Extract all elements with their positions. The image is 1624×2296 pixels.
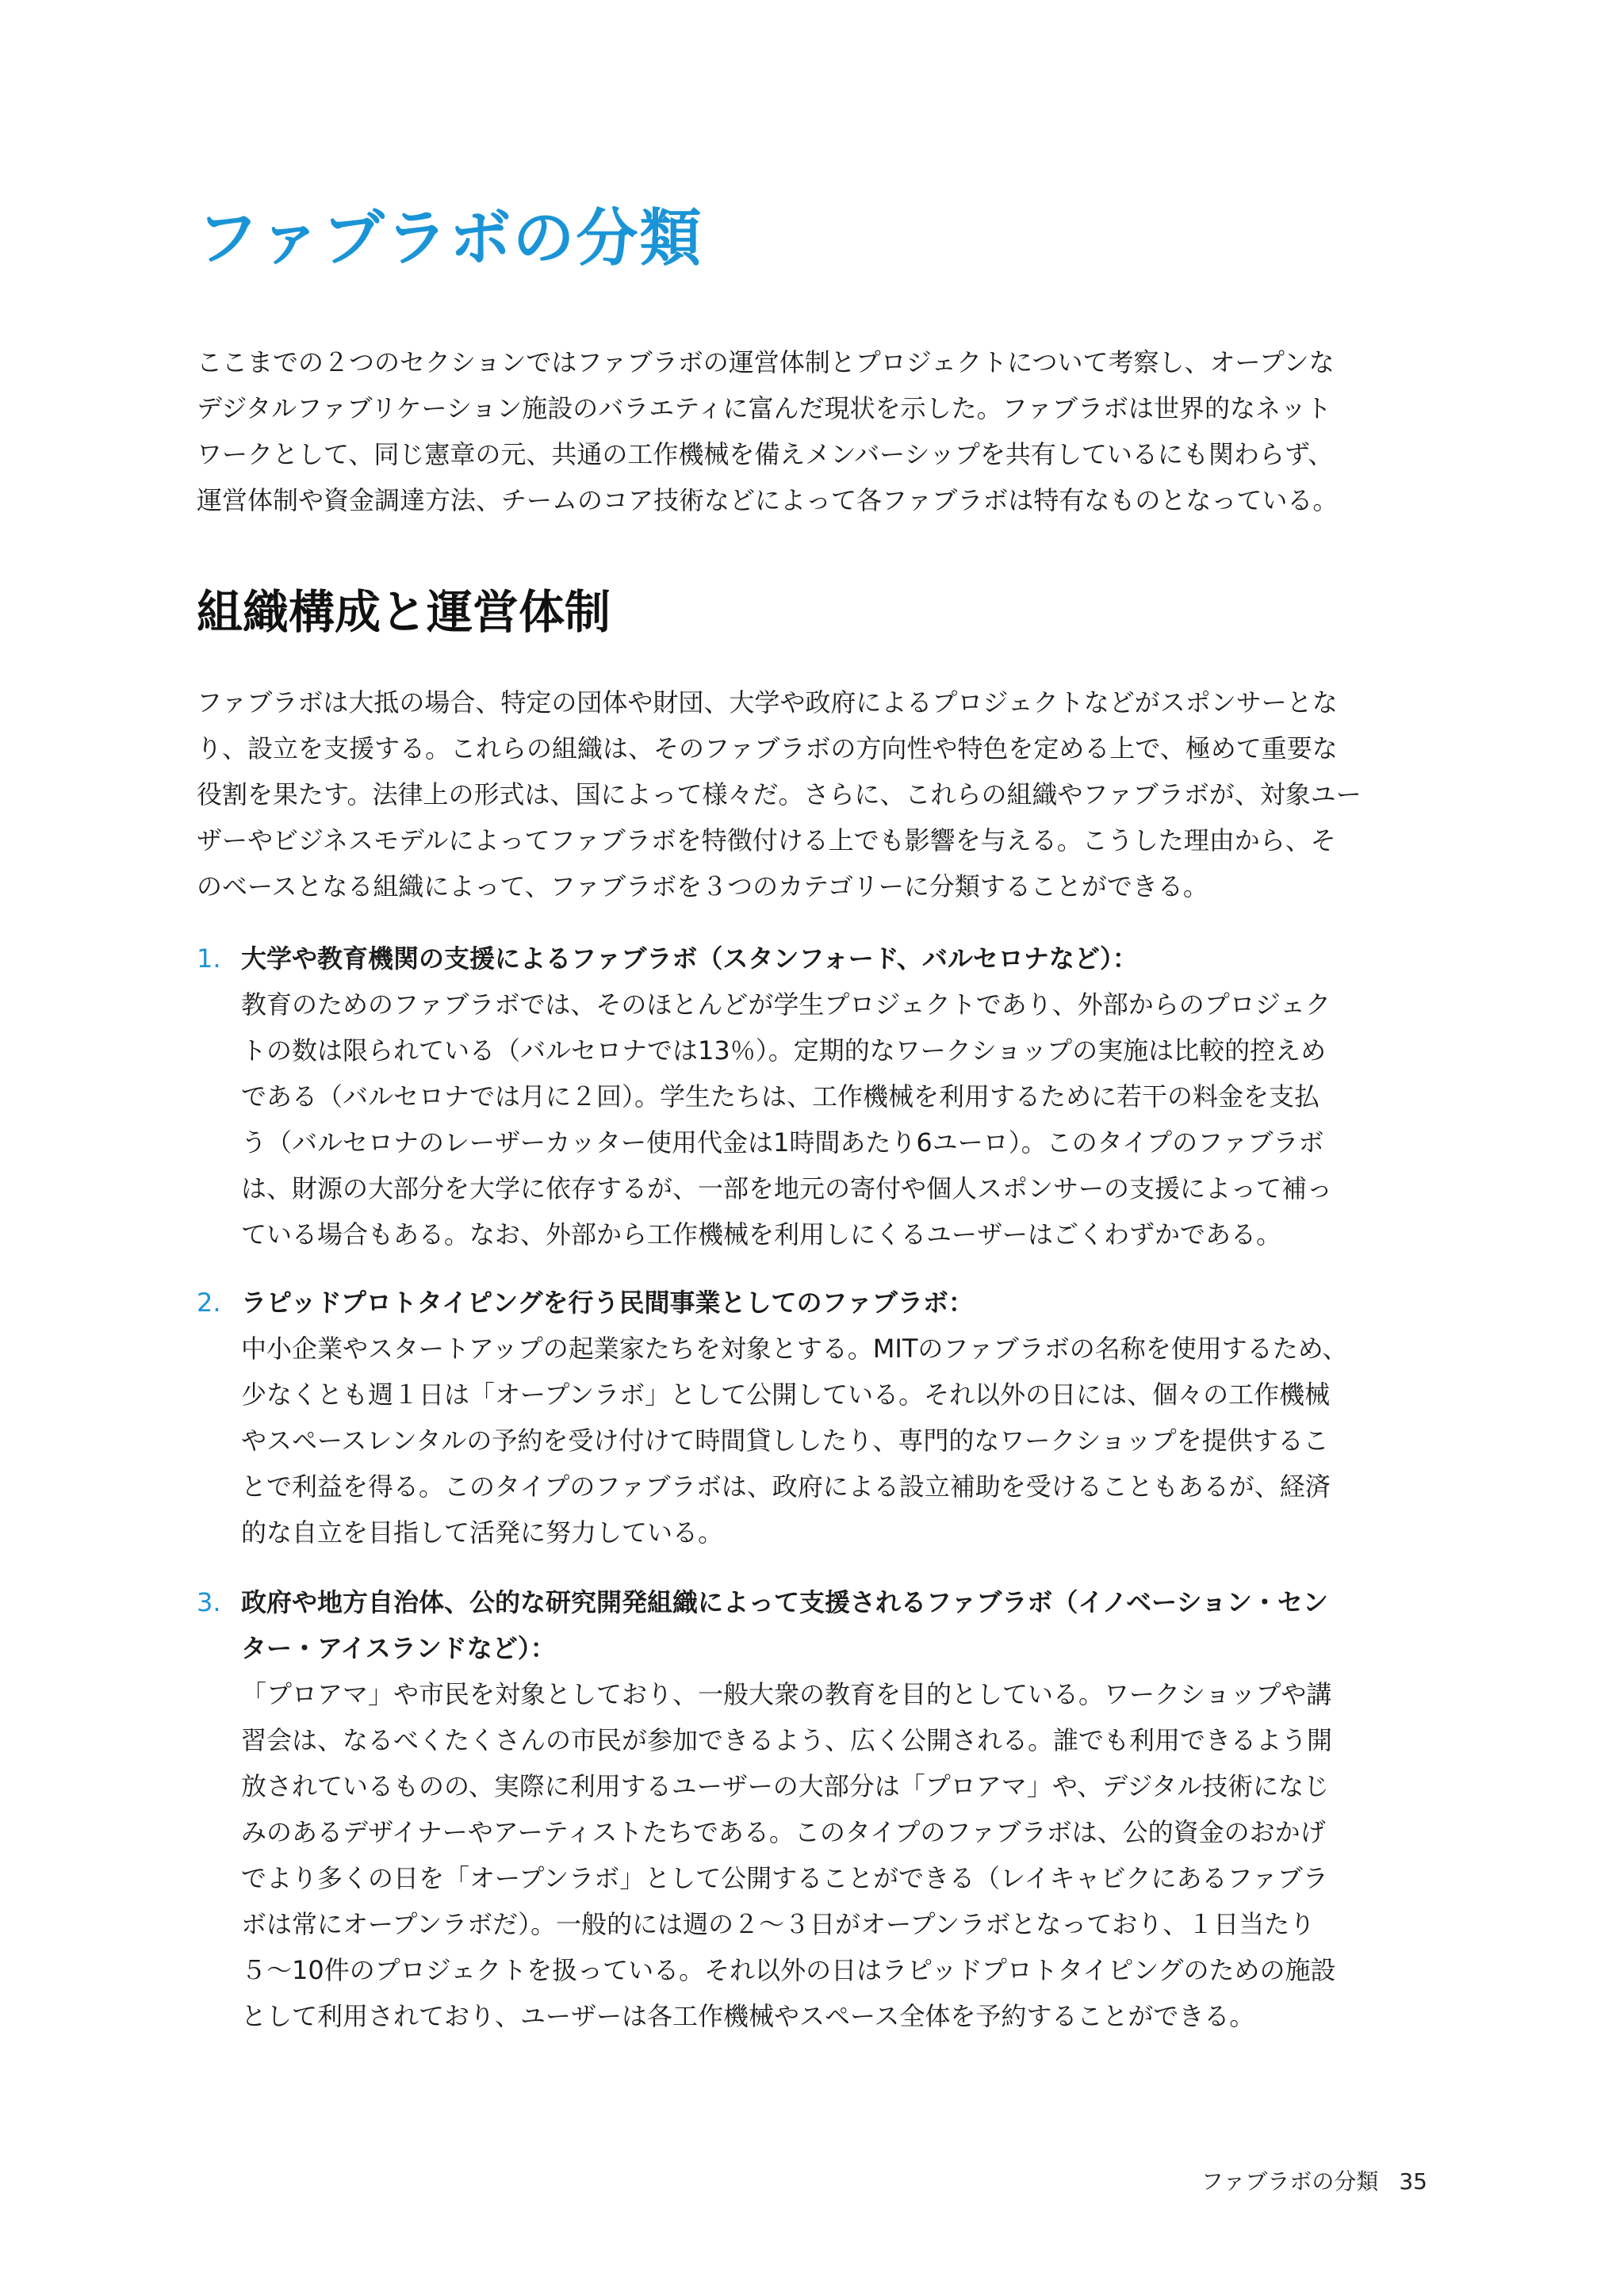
section-line: ザーやビジネスモデルによってファブラボを特徴付ける上でも影響を与える。こうした理由から、そ bbox=[197, 825, 1336, 855]
list-number: 2. bbox=[197, 1288, 221, 1318]
list-line: う（バルセロナのレーザーカッター使用代金は1時間あたり6ユーロ）。このタイプのファブラボ bbox=[241, 1127, 1324, 1158]
list-heading: ラピッドプロトタイピングを行う民間事業としてのファブラボ： bbox=[241, 1288, 974, 1318]
list-body bbox=[241, 936, 1434, 1257]
section-paragraph bbox=[197, 679, 1434, 909]
list-line: 少なくとも週１日は「オープンラボ」として公開している。それ以外の日には、個々の工作機械 bbox=[241, 1380, 1331, 1410]
running-title: ファブラボの分類 bbox=[1201, 2168, 1379, 2195]
list-number: 3. bbox=[197, 1587, 221, 1617]
list-line: 放されているものの、実際に利用するユーザーの大部分は「プロアマ」や、デジタル技術になじ bbox=[241, 1771, 1330, 1801]
section-line: り、設立を支援する。これらの組織は、そのファブラボの方向性や特色を定める上で、極めて重要な bbox=[197, 733, 1338, 763]
intro-line: デジタルファブリケーション施設のバラエティに富んだ現状を示した。ファブラボは世界的なネット bbox=[197, 393, 1332, 423]
page-footer bbox=[1201, 2164, 1427, 2196]
section-heading: 組織構成と運営体制 bbox=[197, 585, 611, 639]
list-line: 教育のためのファブラボでは、そのほとんどが学生プロジェクトであり、外部からのプロジェク bbox=[241, 989, 1331, 1020]
list-line: トの数は限られている（バルセロナでは13％）。定期的なワークショップの実施は比較的控えめ bbox=[241, 1035, 1327, 1066]
list-line: みのあるデザイナーやアーティストたちである。このタイプのファブラボは、公的資金のおかげ bbox=[241, 1817, 1326, 1847]
list-line: 的な自立を目指して活発に努力している。 bbox=[241, 1517, 724, 1548]
page-title: ファブラボの分類 bbox=[197, 203, 703, 274]
list-line: やスペースレンタルの予約を受け付けて時間貸ししたり、専門的なワークショップを提供するこ bbox=[241, 1425, 1329, 1456]
list-heading: 大学や教育機関の支援によるファブラボ（スタンフォード、バルセロナなど）： bbox=[241, 943, 1138, 974]
list-line: ボは常にオープンラボだ）。一般的には週の２〜３日がオープンラボとなっており、１日当たり bbox=[241, 1909, 1316, 1939]
intro-paragraph bbox=[197, 339, 1434, 523]
list-line: とで利益を得る。このタイプのファブラボは、政府による設立補助を受けることもあるが、経済 bbox=[241, 1471, 1331, 1502]
list-number: 1. bbox=[197, 943, 221, 974]
intro-line: ここまでの２つのセクションではファブラボの運営体制とプロジェクトについて考察し、オープンな bbox=[197, 347, 1335, 377]
list-line: ５〜10件のプロジェクトを扱っている。それ以外の日はラピッドプロトタイピングのための施設 bbox=[241, 1955, 1336, 1985]
list-line: でより多くの日を「オープンラボ」として公開することができる（レイキャビクにあるファブラ bbox=[241, 1863, 1328, 1893]
list-body bbox=[241, 1579, 1434, 2039]
list-heading: ター・アイスランドなど）： bbox=[241, 1633, 556, 1663]
list-line: として利用されており、ユーザーは各工作機械やスペース全体を予約することができる。 bbox=[241, 2001, 1255, 2031]
list-heading: 政府や地方自治体、公的な研究開発組織によって支援されるファブラボ（イノベーション・セン bbox=[241, 1587, 1328, 1617]
page-number: 35 bbox=[1399, 2168, 1427, 2195]
list-line: である（バルセロナでは月に２回）。学生たちは、工作機械を利用するために若干の料金を支払 bbox=[241, 1081, 1320, 1112]
list-line: 中小企業やスタートアップの起業家たちを対象とする。MITのファブラボの名称を使用するため、 bbox=[241, 1334, 1348, 1364]
section-line: ファブラボは大抵の場合、特定の団体や財団、大学や政府によるプロジェクトなどがスポンサーとな bbox=[197, 687, 1338, 718]
list-line: は、財源の大部分を大学に依存するが、一部を地元の寄付や個人スポンサーの支援によって補っ bbox=[241, 1173, 1333, 1203]
intro-line: 運営体制や資金調達方法、チームのコア技術などによって各ファブラボは特有なものとなっている。 bbox=[197, 485, 1339, 515]
section-line: のベースとなる組織によって、ファブラボを３つのカテゴリーに分類することができる。 bbox=[197, 871, 1208, 901]
list-line: 習会は、なるべくたくさんの市民が参加できるよう、広く公開される。誰でも利用できるよう開 bbox=[241, 1725, 1333, 1755]
list-line: ている場合もある。なお、外部から工作機械を利用しにくるユーザーはごくわずかである。 bbox=[241, 1219, 1282, 1249]
intro-line: ワークとして、同じ憲章の元、共通の工作機械を備えメンバーシップを共有しているにも関わらず、 bbox=[197, 439, 1334, 469]
list-body bbox=[241, 1280, 1434, 1556]
list-line: 「プロアマ」や市民を対象としており、一般大衆の教育を目的としている。ワークショップや講 bbox=[241, 1679, 1332, 1709]
section-line: 役割を果たす。法律上の形式は、国によって様々だ。さらに、これらの組織やファブラボが、対象ユー bbox=[197, 779, 1362, 809]
